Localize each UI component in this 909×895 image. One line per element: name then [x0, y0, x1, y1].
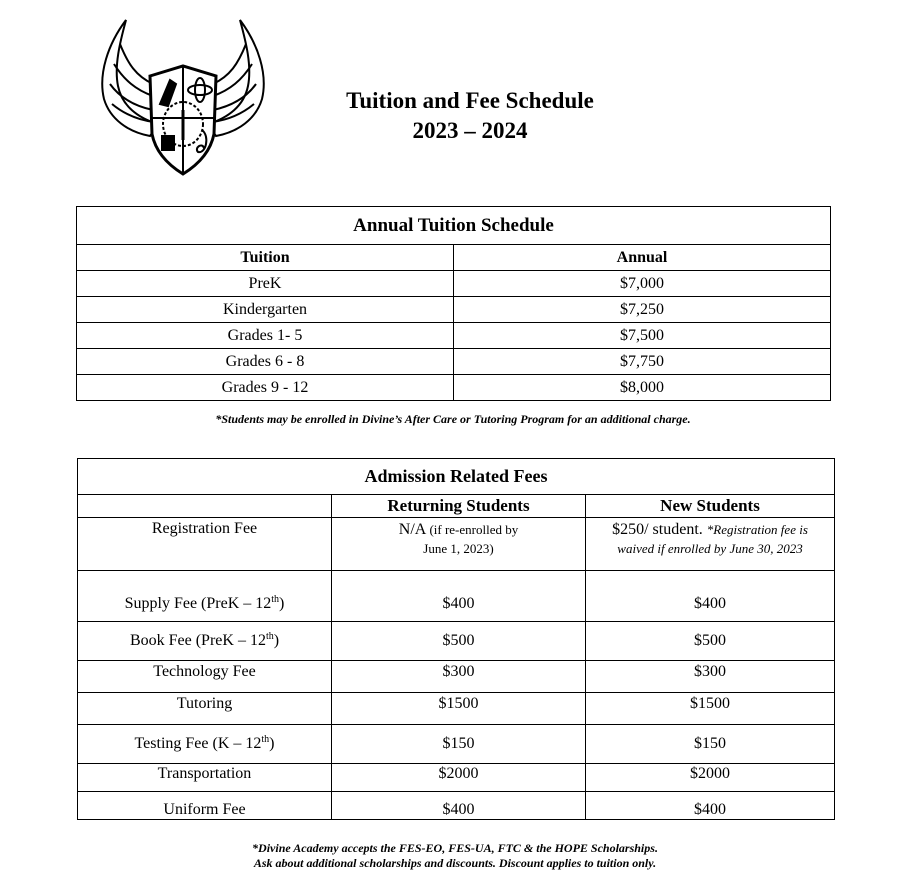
fee-new: $400	[586, 792, 835, 820]
superscript: th	[261, 734, 270, 745]
table-row	[78, 792, 835, 820]
superscript: th	[271, 594, 280, 605]
fee-returning: $1500	[332, 693, 586, 725]
table-row	[78, 661, 835, 693]
superscript: th	[265, 631, 274, 642]
fee-label	[78, 661, 332, 693]
admission-fees-table	[77, 458, 835, 820]
fee-label-text: Book Fee (PreK – 12	[129, 632, 266, 649]
fee-label-suffix: )	[269, 735, 275, 752]
fee-new	[586, 518, 835, 571]
column-header-returning: Returning Students	[332, 495, 586, 518]
tuition-level: Grades 1- 5	[77, 323, 454, 349]
fee-returning: $150	[332, 725, 586, 764]
new-registration-amount: $250/ student.	[612, 521, 703, 538]
scholarship-note-line1: *Divine Academy accepts the FES-EO, FES-UA, FTC & the HOPE Scholarships.	[252, 841, 658, 855]
tuition-amount: $7,500	[454, 323, 831, 349]
table-row	[77, 375, 831, 401]
fee-label	[78, 764, 332, 792]
fees-table-caption: Admission Related Fees	[78, 459, 835, 495]
table-row	[78, 725, 835, 764]
fee-returning: $400	[332, 571, 586, 622]
tuition-level: Kindergarten	[77, 297, 454, 323]
table-row	[77, 297, 831, 323]
fee-label-suffix: )	[279, 595, 285, 612]
tuition-level: Grades 6 - 8	[77, 349, 454, 375]
tuition-amount: $7,000	[454, 271, 831, 297]
fee-label	[78, 571, 332, 622]
text-cursor-mark	[834, 570, 835, 590]
fee-label-text: Uniform Fee	[163, 801, 246, 818]
fee-label-suffix: )	[273, 632, 280, 649]
fee-returning: $2000	[332, 764, 586, 792]
table-row	[78, 764, 835, 792]
returning-condition: (if re-enrolled by	[429, 522, 519, 537]
after-care-note: *Students may be enrolled in Divine’s After Care or Tutoring Program for an additional charge.	[215, 412, 691, 426]
fee-label	[78, 518, 332, 571]
column-header-tuition: Tuition	[77, 245, 454, 271]
returning-date: June 1, 2023)	[423, 541, 494, 556]
tuition-table-caption: Annual Tuition Schedule	[77, 207, 831, 245]
fee-label-text: Supply Fee (PreK – 12	[124, 595, 272, 612]
fee-new: $400	[586, 571, 835, 622]
fee-label	[78, 725, 332, 764]
table-row	[78, 571, 835, 622]
fee-label-text: Testing Fee (K – 12	[134, 735, 262, 752]
fee-new: $300	[586, 661, 835, 693]
school-year: 2023 – 2024	[412, 118, 528, 143]
table-row	[77, 323, 831, 349]
table-row	[78, 693, 835, 725]
fee-label-text: Technology Fee	[153, 663, 256, 680]
returning-na: N/A	[398, 521, 426, 538]
table-row	[77, 349, 831, 375]
column-header-annual: Annual	[454, 245, 831, 271]
tuition-level: PreK	[77, 271, 454, 297]
fee-label	[78, 693, 332, 725]
fee-new: $1500	[586, 693, 835, 725]
fee-label	[78, 792, 332, 820]
table-row	[77, 271, 831, 297]
fee-label	[78, 622, 332, 661]
fee-new: $2000	[586, 764, 835, 792]
annual-tuition-table	[76, 206, 831, 401]
tuition-amount: $8,000	[454, 375, 831, 401]
page-title: Tuition and Fee Schedule	[346, 88, 594, 113]
scholarship-note	[150, 841, 760, 871]
waiver-note: *Registration fee is	[706, 522, 808, 537]
fee-returning: $300	[332, 661, 586, 693]
fee-label-text: Registration Fee	[151, 520, 258, 537]
winged-crest-logo-icon	[98, 14, 268, 186]
table-row	[78, 622, 835, 661]
fee-new: $500	[586, 622, 835, 661]
column-header-new: New Students	[586, 495, 835, 518]
tuition-amount: $7,750	[454, 349, 831, 375]
fee-label-text: Transportation	[157, 765, 252, 782]
scholarship-note-line2: Ask about additional scholarships and discounts. Discount applies to tuition only.	[253, 856, 657, 870]
fee-label-text: Tutoring	[176, 695, 233, 712]
tuition-amount: $7,250	[454, 297, 831, 323]
fee-returning	[332, 518, 586, 571]
registration-fee-row	[78, 518, 835, 571]
waiver-date-note: waived if enrolled by June 30, 2023	[617, 541, 803, 556]
fee-returning: $500	[332, 622, 586, 661]
column-header-blank	[78, 495, 332, 518]
tuition-level: Grades 9 - 12	[77, 375, 454, 401]
fee-returning: $400	[332, 792, 586, 820]
fee-new: $150	[586, 725, 835, 764]
